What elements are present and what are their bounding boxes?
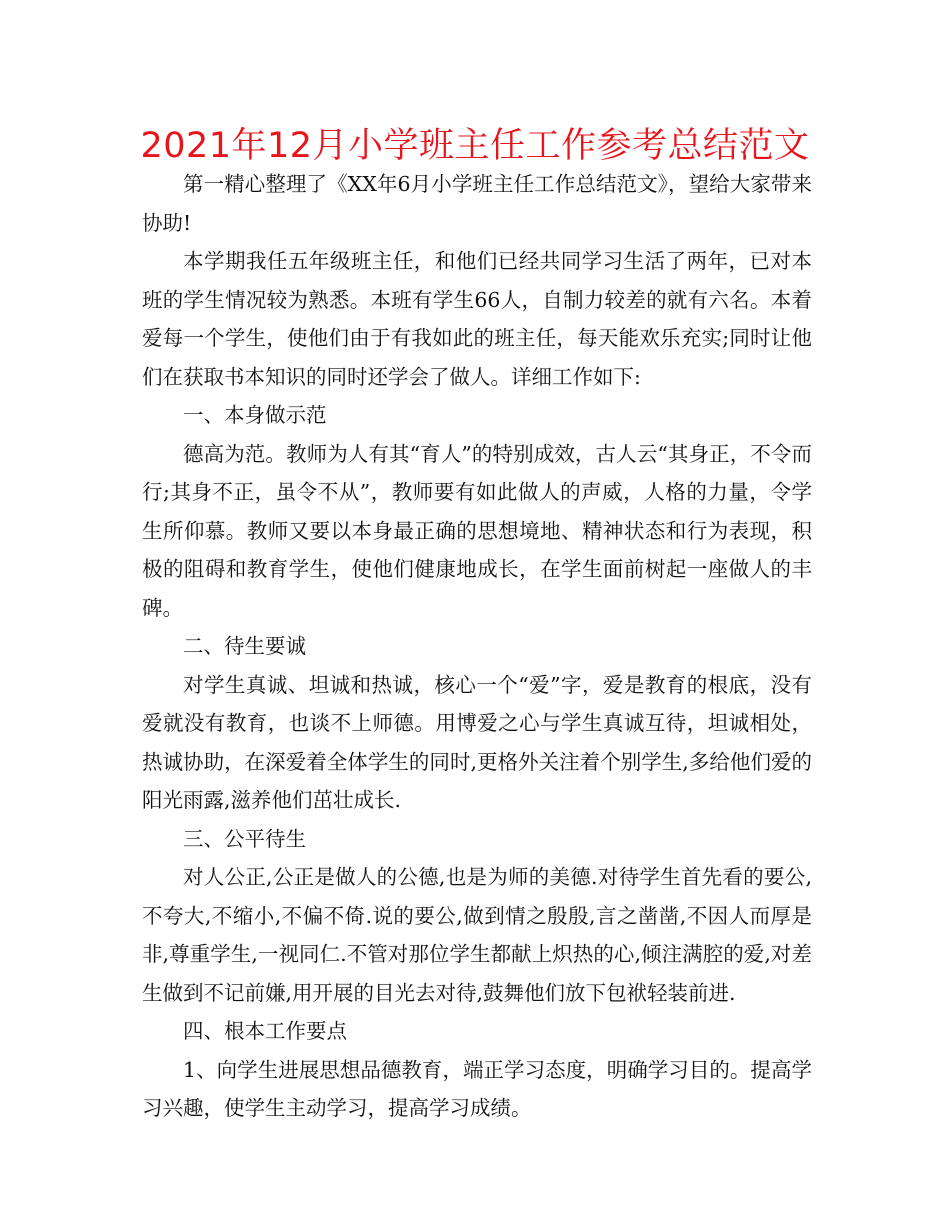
heading-section-4: 四、根本工作要点 bbox=[183, 1019, 347, 1043]
paragraph-section-1: 德高为范。教师为人有其“育人”的特别成效，古人云“其身正，不令而行;其身不正，虽令不从”，教师要有如此做人的声威，人格的力量，令学生所仰慕。教师又要以本身最正确的思想境地、精神状态和行为表现，积极的阻碍和教育学生，使他们健康地成长，在学生面前树起一座做人的丰碑。 bbox=[142, 441, 812, 620]
paragraph-section-2: 对学生真诚、坦诚和热诚，核心一个“爱”字，爱是教育的根底，没有爱就没有教育，也谈不上师德。用博爱之心与学生真诚互待，坦诚相处，热诚协助，在深爱着全体学生的同时,更格外关注着个别学生,多给他们爱的阳光雨露,滋养他们茁壮成长. bbox=[142, 672, 812, 812]
heading-section-1: 一、本身做示范 bbox=[183, 403, 327, 427]
document-title: 2021年12月小学班主任工作参考总结范文 bbox=[140, 126, 810, 166]
paragraph-section-3: 对人公正,公正是做人的公德,也是为师的美德.对待学生首先看的要公,不夸大,不缩小,不偏不倚.说的要公,做到情之殷殷,言之凿凿,不因人而厚是非,尊重学生,一视同仁.不管对那位学生都献上炽热的心,倾注满腔的爱,对差生做到不记前嫌,用开展的目光去对待,鼓舞他们放下包袱轻装前进. bbox=[142, 865, 812, 1005]
paragraph-section-4-item-1: 1、向学生进展思想品德教育，端正学习态度，明确学习目的。提高学习兴趣，使学生主动学习，提高学习成绩。 bbox=[142, 1057, 812, 1120]
paragraph-overview: 本学期我任五年级班主任，和他们已经共同学习生活了两年，已对本班的学生情况较为熟悉。本班有学生66人，自制力较差的就有六名。本着爱每一个学生，使他们由于有我如此的班主任，每天能欢乐充实;同时让他们在获取书本知识的同时还学会了做人。详细工作如下: bbox=[142, 249, 812, 389]
document-body bbox=[142, 165, 812, 1128]
heading-section-2: 二、待生要诚 bbox=[183, 634, 306, 658]
heading-section-3: 三、公平待生 bbox=[183, 826, 306, 851]
paragraph-intro: 第一精心整理了《XX年6月小学班主任工作总结范文》，望给大家带来协助! bbox=[142, 172, 812, 235]
